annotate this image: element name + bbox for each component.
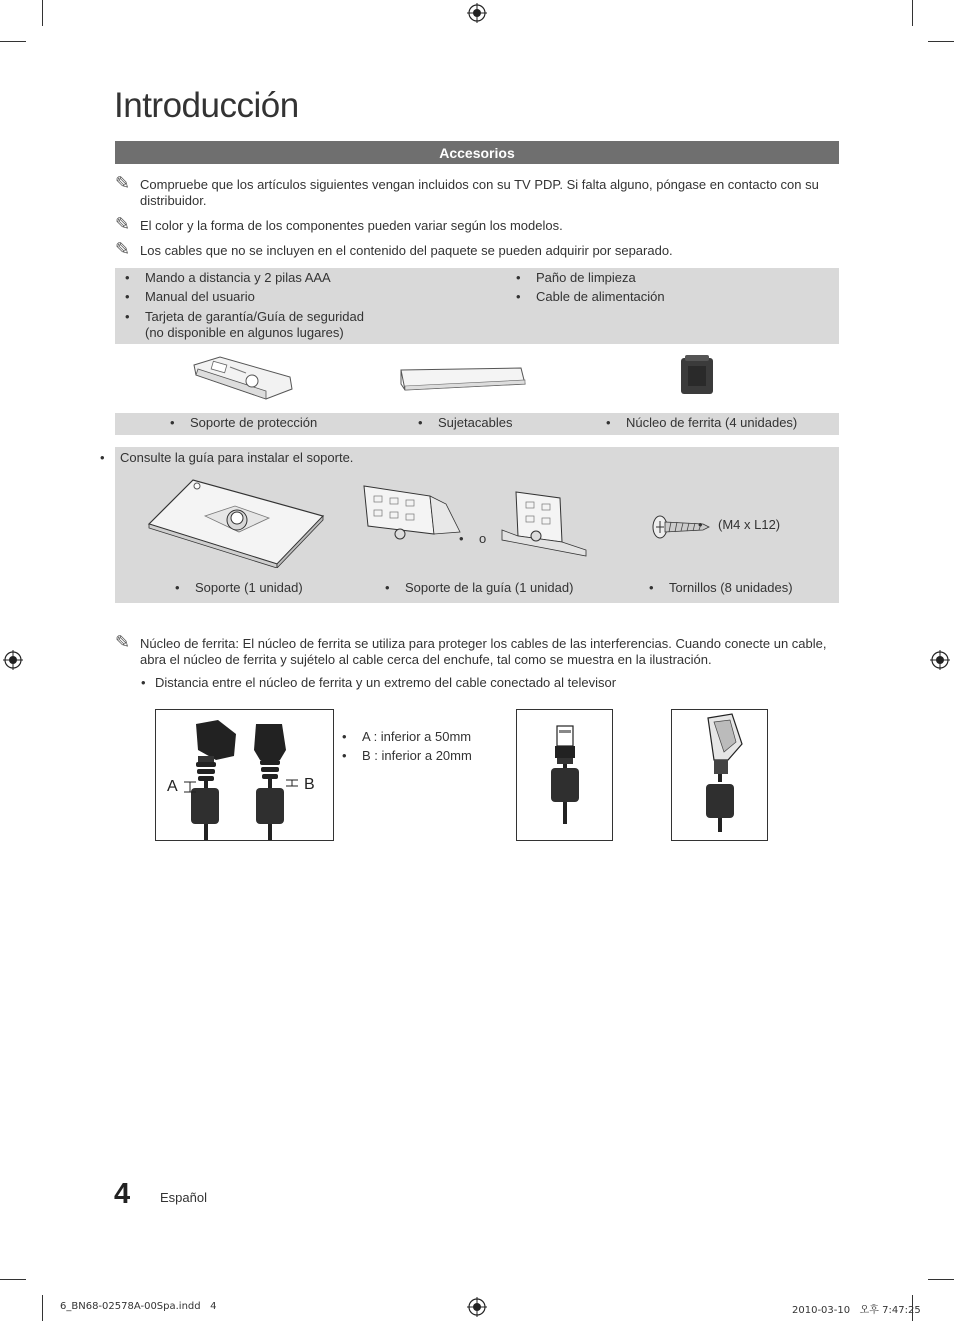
- stand-note: • Consulte la guía para instalar el soporte.: [120, 450, 353, 466]
- list-item: • Soporte de la guía (1 unidad): [405, 580, 573, 596]
- list-item: • Tornillos (8 unidades): [669, 580, 793, 596]
- list-item: • Núcleo de ferrita (4 unidades): [626, 415, 797, 431]
- crop-mark: [0, 41, 26, 42]
- pencil-icon: ✎: [115, 173, 131, 193]
- pencil-icon: ✎: [115, 632, 131, 652]
- note: [115, 239, 840, 259]
- crop-mark: [928, 1279, 954, 1280]
- section-header: Accesorios: [115, 141, 839, 164]
- cable-holder-icon: [397, 366, 529, 392]
- list-item: • Paño de limpieza: [536, 270, 636, 286]
- note-text: El color y la forma de los componentes pueden variar según los modelos.: [140, 218, 563, 233]
- list-item: • Tarjeta de garantía/Guía de seguridad (no disponible en algunos lugares): [145, 309, 375, 341]
- note-text: Compruebe que los artículos siguientes vengan incluidos con su TV PDP. Si falta alguno, póngase en contacto con su distribuidor.: [140, 177, 819, 208]
- guide-stand-icon: [360, 482, 464, 550]
- pencil-icon: ✎: [115, 239, 131, 259]
- power-plug-illustration: [155, 709, 334, 841]
- pencil-icon: ✎: [115, 214, 131, 234]
- crop-mark: [928, 41, 954, 42]
- list-item: • Soporte de protección: [190, 415, 317, 431]
- ferrite-core-icon: [678, 354, 716, 396]
- file-name: 6_BN68-02578A-00Spa.indd 4: [60, 1301, 217, 1312]
- sub-bullet-text: Distancia entre el núcleo de ferrita y un extremo del cable conectado al televisor: [155, 675, 617, 690]
- label-b: B: [304, 776, 315, 793]
- registration-mark-icon: [467, 1297, 487, 1317]
- list-item: • B : inferior a 20mm: [362, 748, 472, 764]
- protection-bracket-icon: [190, 353, 296, 403]
- print-timestamp: 2010-03-10 오후 7:47:25: [792, 1305, 921, 1316]
- footer-language: Español: [160, 1190, 207, 1205]
- lan-cable-ferrite-icon: [517, 710, 612, 840]
- note-text: Los cables que no se incluyen en el contenido del paquete se pueden adquirir por separado.: [140, 243, 673, 258]
- note: [115, 214, 840, 234]
- page-number: 4: [114, 1178, 131, 1210]
- note: [115, 632, 840, 668]
- registration-mark-icon: [930, 650, 950, 670]
- screw-spec: • (M4 x L12): [718, 517, 780, 533]
- list-item: • Soporte (1 unidad): [195, 580, 303, 596]
- crop-mark: [42, 0, 43, 26]
- page-title: Introducción: [114, 86, 299, 125]
- list-item: • A : inferior a 50mm: [362, 729, 471, 745]
- list-item: • Cable de alimentación: [536, 289, 665, 305]
- power-plug-ferrite-icon: [156, 710, 333, 840]
- or-label: • o: [479, 531, 486, 547]
- sub-bullet: [141, 675, 616, 691]
- crop-mark: [912, 0, 913, 26]
- crop-mark: [0, 1279, 26, 1280]
- note-text: Núcleo de ferrita: El núcleo de ferrita se utiliza para proteger los cables de las interferencias. Cuando conecte un cable, abra el núcleo de ferrita y sujételo al cable cerca del enchufe, tal como se muestra en la ilustración.: [140, 636, 827, 667]
- scart-cable-illustration: [671, 709, 768, 841]
- guide-stand-alt-icon: [498, 490, 590, 560]
- stand-base-icon: [145, 476, 327, 568]
- list-item: • Manual del usuario: [145, 289, 255, 305]
- bullet-dot: •: [141, 675, 146, 690]
- note: [115, 173, 840, 209]
- lan-cable-illustration: [516, 709, 613, 841]
- label-a: A: [167, 778, 178, 795]
- registration-mark-icon: [3, 650, 23, 670]
- list-item: • Mando a distancia y 2 pilas AAA: [145, 270, 331, 286]
- registration-mark-icon: [467, 3, 487, 23]
- crop-mark: [42, 1295, 43, 1321]
- list-item: • Sujetacables: [438, 415, 512, 431]
- scart-cable-ferrite-icon: [672, 710, 767, 840]
